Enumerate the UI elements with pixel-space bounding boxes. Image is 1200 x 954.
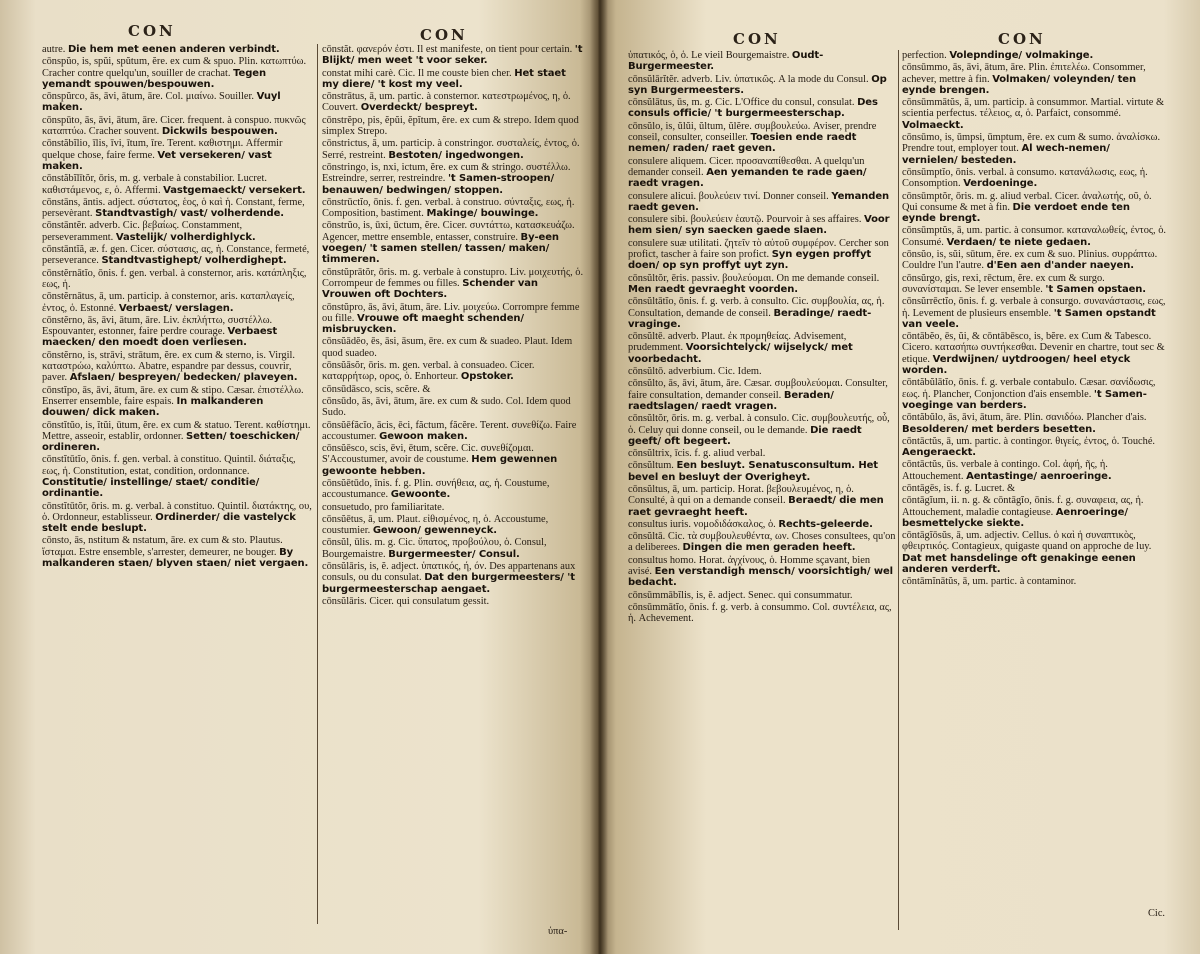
- dictionary-entry: [42, 115, 312, 138]
- dictionary-entry: [42, 535, 312, 569]
- dictionary-entry: [628, 378, 896, 412]
- dictionary-entry: [322, 115, 584, 138]
- dictionary-entry: [902, 377, 1166, 411]
- dictionary-entry: [902, 459, 1166, 482]
- dutch-translation: Overdeckt/ bespreyt.: [360, 102, 478, 114]
- entry-text: cōnsŭltē. adverb. Plaut. ἐκ προμηθείας. Advisement, prudemment.: [628, 331, 847, 354]
- gutter-shadow: [590, 0, 608, 954]
- entry-text: cōnsūmptĭo, ōnis. verbal. à consumo. κατανάλωσις, εως, ἡ. Consomption.: [902, 166, 1148, 190]
- entry-text: cōnstrĕpo, pis, ĕpŭi, ĕpĭtum, ĕre. ex cum & strepo. Idem quod simplex Strepo.: [322, 114, 579, 138]
- dutch-translation: Des consuls officie/ 't burgermeesterschap.: [628, 97, 878, 120]
- entry-text: cōnstrictus, ā, um. particip. à constringor. συσταλείς, ἐντος, ὁ. Serré, restreint.: [322, 138, 580, 161]
- dutch-translation: Setten/ toeschicken/ ordineren.: [42, 430, 300, 454]
- entry-text: cōnsŭāsŏr, ōris. m. gen. verbal. à consuadeo. Cicer. καταρρήτωρ, ορος, ὁ. Enhorteur.: [322, 360, 535, 383]
- dictionary-entry: [322, 91, 584, 114]
- dictionary-entry: [42, 197, 312, 220]
- dictionary-entry: [902, 331, 1166, 376]
- dictionary-entry: [902, 576, 1166, 587]
- entry-text: cōnstĕrno, is, strāvi, strātum, ĕre. ex cum & sterno, is. Virgil. καταστρώω, καλύπτω. Abatre, espandre par dessus, couvrir, paver.: [42, 349, 295, 384]
- entry-text: cōnspŭo, is, spŭi, spŭtum, ĕre. ex cum & spuo. Plin. κατωπτύω. Cracher contre quelqu'un, souiller de crachat.: [42, 56, 307, 79]
- dictionary-entry: [42, 420, 312, 454]
- dutch-translation: Al wech-nemen/ vernielen/ besteden.: [902, 143, 1110, 166]
- dutch-translation: 't Samen-stroopen/ benauwen/ bedwingen/ stoppen.: [322, 173, 555, 196]
- entry-text: cōnstĭpo, ās, āvi, ātum, āre. ex cum & stipo. Cæsar. ἐπιστέλλω. Enserrer ensemble, faire espais.: [42, 384, 304, 407]
- entry-text: cōnsŭltō. adverbium. Cic. Idem.: [628, 366, 762, 378]
- dictionary-entry: [902, 225, 1166, 248]
- left-column-header-2: CON: [420, 26, 468, 44]
- dutch-translation: Men raedt gevraeght voorden.: [628, 283, 798, 295]
- dutch-translation: Burgermeester/ Consul.: [388, 548, 520, 560]
- dictionary-entry: [42, 291, 312, 314]
- dictionary-entry: [42, 138, 312, 172]
- dutch-translation: Een verstandigh mensch/ voorsichtigh/ wel bedacht.: [628, 566, 893, 589]
- dictionary-entry: [628, 214, 896, 237]
- dictionary-entry: [902, 50, 1166, 61]
- dictionary-entry: [322, 220, 584, 265]
- entry-text: cōntăbŭlo, ās, āvi, ātum, āre. Plin. σανιδόω. Plancher d'ais.: [902, 412, 1147, 424]
- dutch-translation: Voorsichtelyck/ wijselyck/ met voorbedacht.: [628, 342, 853, 365]
- dutch-translation: Dat met hansdelinge oft genakinge eenen anderen verderft.: [902, 552, 1136, 576]
- dutch-translation: Vuyl maken.: [42, 91, 281, 114]
- entry-text: cōnsŭādĕo, ēs, āsi, āsum, ēre. ex cum & suadeo. Plaut. Idem quod suadeo.: [322, 336, 573, 359]
- dutch-translation: Die raedt geeft/ oft begeert.: [628, 424, 862, 447]
- dictionary-entry: [902, 62, 1166, 96]
- dictionary-entry: [902, 97, 1166, 131]
- dictionary-entry: [628, 50, 896, 73]
- dictionary-entry: [628, 74, 896, 97]
- dictionary-entry: [322, 138, 584, 161]
- dictionary-entry: [628, 555, 896, 589]
- dictionary-entry: [902, 249, 1166, 272]
- dutch-translation: Rechts-geleerde.: [778, 518, 873, 530]
- entry-text: cōnsūdāsco, scis, scĕre. &: [322, 383, 431, 395]
- entry-text: autre.: [42, 44, 66, 55]
- entry-text: cōnstĕrnātĭo, ōnis. f. gen. verbal. à consternor, aris. κατάπληξις, εως, ἡ.: [42, 267, 307, 290]
- dictionary-entry: [628, 366, 896, 377]
- entry-text: cōnsūmmātĭo, ōnis. f. g. verb. à consummo. Col. συντέλεια, ας, ἡ. Achevement.: [628, 601, 892, 625]
- dictionary-entry: [628, 156, 896, 190]
- dictionary-entry: [628, 97, 896, 120]
- catchword: Cic.: [1148, 908, 1166, 919]
- entry-text: cōnsŭētus, ā, um. Plaut. εἰθισμένος, η, ὁ. Accoustume, coustumier.: [322, 513, 549, 537]
- dictionary-entry: [322, 384, 584, 395]
- entry-text: cōnsūmmābĭlis, is, ĕ. adject. Senec. qui consummatur.: [628, 589, 853, 601]
- dictionary-entry: [322, 514, 584, 537]
- entry-text: cōnsūmptŏr, ōris. m. g. aliud verbal. Cicer. ἀναλωτής, οῦ, ὁ. Qui consume & met à fin.: [902, 190, 1152, 213]
- dictionary-entry: [42, 91, 312, 114]
- entry-text: constat mihi carè. Cic. Il me couste bien cher.: [322, 67, 512, 79]
- entry-text: cōnstĕrno, ās, āvi, ātum, āre. Liv. ἐκπλήττω, συστέλλω. Espouvanter, estonner, faire perdre courage.: [42, 314, 273, 338]
- entry-text: cōnstŭprātŏr, ōris. m. g. verbale à constupro. Liv. μοιχευτής, ὁ. Corrompeur de femmes ou filles.: [322, 266, 584, 289]
- entry-text: cōnstăbĭlio, īlis, īvi, ītum, īre. Terent. καθιστημι. Affermir quelque chose, faire ferme.: [42, 138, 283, 161]
- entry-text: cōnsūdo, ās, āvi, ātum, āre. ex cum & sudo. Col. Idem quod Sudo.: [322, 395, 571, 419]
- dutch-translation: Volmaken/ voleynden/ ten eynde brengen.: [902, 73, 1136, 96]
- entry-text: cōnsŭlārĭtĕr. adverb. Liv. ὑπατικῶς. A la mode du Consul.: [628, 73, 869, 85]
- dutch-translation: Standtvastigh/ vast/ volherdende.: [95, 208, 285, 220]
- dictionary-entry: [628, 331, 896, 365]
- dictionary-entry: [902, 436, 1166, 459]
- dictionary-entry: [322, 162, 584, 196]
- entry-text: ὑπατικός, ὁ, ὁ. Le vieil Bourgemaistre.: [628, 50, 790, 61]
- entry-text: cōnsŭlāris, is, ĕ. adject. ὑπατικός, ή, όν. Des appartenans aux consuls, ou du consulat.: [322, 561, 576, 584]
- dictionary-entry: [322, 478, 584, 501]
- dutch-translation: Toesien ende raedt nemen/ raden/ raet geven.: [628, 132, 857, 155]
- entry-text: cōnsŭētūdo, īnis. f. g. Plin. συνήθεια, ας, ἡ. Coustume, accoustumance.: [322, 477, 550, 501]
- dutch-translation: 't Samen opstaen.: [1045, 283, 1146, 295]
- entry-text: cōnstringo, is, nxi, ictum, ĕre. ex cum & stringo. συστέλλω. Estreindre, serrer, restreindre.: [322, 161, 571, 185]
- dutch-translation: Vastelijk/ volherdighlyck.: [115, 231, 256, 243]
- right-column-1: [628, 50, 896, 626]
- entry-text: cōnsŭlo, is, ŭlŭi, ŭltum, ŭlĕre. συμβουλεύω. Aviser, prendre conseil, consulter, conseiller.: [628, 120, 877, 144]
- entry-text: cōnsŭlto, ās, āvi, ātum, āre. Cæsar. συμβουλεύομαι. Consulter, faire consultation, demander conseil.: [628, 378, 888, 401]
- dictionary-entry: [322, 302, 584, 336]
- dictionary-entry: [902, 273, 1166, 296]
- dictionary-entry: [628, 590, 896, 601]
- entry-text: cōntāgĭum, ii. n. g. & cōntāgĭo, ōnis. f. g. συναφεια, ας, ἡ. Attouchement, maladie contagieuse.: [902, 495, 1144, 518]
- dutch-translation: Gewoonte.: [390, 489, 451, 501]
- right-column-header: CON: [733, 30, 781, 48]
- entry-text: consulere alicui. βουλεύειν τινί. Donner conseil.: [628, 190, 829, 202]
- dutch-translation: Op syn Burgermeesters.: [628, 73, 887, 96]
- right-column-header-2: CON: [998, 30, 1046, 48]
- dutch-translation: Tegen yemandt spouwen/bespouwen.: [42, 67, 266, 90]
- dutch-translation: Beraedt/ die men raet gevraeght heeft.: [628, 495, 884, 518]
- dictionary-entry: [322, 360, 584, 383]
- entry-text: cōntāmĭnātŭs, ā, um. partic. à contaminor.: [902, 576, 1077, 588]
- entry-text: consuetudo, pro familiaritate.: [322, 501, 445, 513]
- entry-text: cōnsŭl, ūlis. m. g. Cic. ὕπατος, προβούλου, ὁ. Consul, Bourgemaistre.: [322, 537, 547, 560]
- entry-text: cōntāgēs, is. f. g. Lucret. &: [902, 482, 1016, 494]
- dutch-translation: Ordinerder/ die vastelyck stelt ende beslupt.: [42, 511, 296, 535]
- dutch-translation: Vet versekeren/ vast maken.: [42, 149, 272, 172]
- dutch-translation: Verdwijnen/ uytdroogen/ heel etyck worden.: [902, 353, 1131, 377]
- entry-text: cōnsŭltrix, īcis. f. g. aliud verbal.: [628, 448, 766, 460]
- dutch-translation: Yemanden raedt geven.: [628, 190, 890, 213]
- dictionary-entry: [902, 296, 1166, 330]
- entry-text: cōnstrŭo, is, ūxi, ūctum, ĕre. Cicer. συντάττω, κατασκευάζω. Agencer, mettre ensemble, entasser, construire.: [322, 220, 575, 243]
- left-column-1: [42, 44, 312, 570]
- left-column-header: CON: [128, 22, 176, 40]
- entry-text: cōnsŭlātus, ūs, m. g. Cic. L'Office du consul, consulat.: [628, 97, 855, 109]
- entry-text: consulere sibi. βουλεύειν ἑαυτῷ. Pourvoir à ses affaires.: [628, 214, 862, 226]
- entry-text: cōnsŭltum.: [628, 460, 674, 472]
- dutch-translation: Dat den burgermeesters/ 't burgermeesterschap aengaet.: [322, 572, 575, 595]
- dutch-translation: Aengeraeckt.: [902, 447, 977, 459]
- entry-text: cōnsŭrgo, gis, rexi, rēctum, ĕre. ex cum & surgo. συνανίσταμαι. Se lever ensemble.: [902, 272, 1105, 295]
- entry-text: cōnsŭēsco, scis, ēvi, ētum, scĕre. Cic. συνεθίζομαι. S'Accoustumer, avoir de coustume.: [322, 443, 534, 466]
- dictionary-entry: [628, 448, 896, 459]
- dutch-translation: Dingen die men geraden heeft.: [682, 542, 856, 554]
- entry-text: cōnsūmmātŭs, ā, um. particip. à consummor. Martial. virtute & scientia perfectus. τέλειος, α, ὁ. Parfaict, consommé.: [902, 97, 1165, 120]
- entry-text: cōnstĭtūtŏr, ōris. m. g. verbal. à constituo. Quintil. διατάκτης, ου, ὁ. Ordonneur, establisseur.: [42, 500, 312, 523]
- dutch-translation: Aen yemanden te rade gaen/ raedt vragen.: [628, 166, 867, 190]
- dictionary-entry: [322, 68, 584, 91]
- entry-text: cōnstŭpro, ās, āvi, ātum, āre. Liv. μοιχεύω. Corrompre femme ou fille.: [322, 301, 580, 324]
- dictionary-entry: [902, 412, 1166, 435]
- dictionary-entry: [628, 238, 896, 272]
- dictionary-entry: [628, 191, 896, 214]
- entry-text: cōnstrūctĭo, ōnis. f. gen. verbal. à construo. σύνταξις, εως, ἡ. Composition, bastiment.: [322, 196, 575, 220]
- right-column-2: [902, 50, 1166, 589]
- dutch-translation: Beraden/ raedtslagen/ raedt vragen.: [628, 389, 834, 412]
- dutch-translation: Oudt-Burgermeester.: [628, 50, 824, 73]
- dutch-translation: 't Blijkt/ men weet 't voor seker.: [322, 44, 583, 67]
- dutch-translation: Opstoker.: [460, 371, 514, 383]
- dictionary-entry: [322, 502, 584, 513]
- dutch-translation: Besolderen/ met berders besetten.: [902, 423, 1096, 435]
- dictionary-entry: [42, 385, 312, 419]
- dictionary-entry: [628, 413, 896, 447]
- entry-text: cōnsŭo, is, sŭi, sūtum, ĕre. ex cum & suo. Plinius. συρράπτω. Couldre l'un l'autre.: [902, 249, 1158, 272]
- entry-text: cōntāctŭs, ā, um. partic. à contingor. θιγείς, ἐντος, ὁ. Touché.: [902, 435, 1156, 447]
- dutch-translation: Aentastinge/ aenroeringe.: [966, 470, 1112, 482]
- entry-text: cōnstĭtūtĭo, ōnis. f. gen. verbal. à constituo. Quintil. διάταξις, εως, ἡ. Constitution, estat, condition, ordonnance.: [42, 454, 296, 477]
- dictionary-entry: [628, 460, 896, 483]
- dutch-translation: Verbaest/ verslagen.: [118, 302, 234, 314]
- dictionary-entry: [902, 530, 1166, 575]
- dictionary-entry: [42, 315, 312, 349]
- dictionary-entry: [902, 483, 1166, 494]
- dutch-translation: Het staet my diere/ 't kost my veel.: [322, 67, 566, 90]
- dutch-translation: Schender van Vrouwen oft Dochters.: [322, 277, 538, 301]
- dutch-translation: Afslaen/ bespreyen/ bedecken/ plaveyen.: [69, 372, 298, 384]
- dictionary-entry: [322, 596, 584, 607]
- catchword: ὑπα-: [548, 926, 568, 937]
- dutch-translation: 't Samen opstandt van veele.: [902, 307, 1156, 330]
- dictionary-entry: [322, 420, 584, 443]
- dictionary-entry: [322, 336, 584, 359]
- dutch-translation: Gewoon/ gewenneyck.: [372, 525, 498, 537]
- dictionary-entry: [42, 244, 312, 267]
- entry-text: cōntāgĭōsŭs, ā, um. adjectiv. Cellus. ὁ καὶ ἡ συναπτικὸς, φθειρτικός. Contagieux, quigaste quand on approche de luy.: [902, 530, 1152, 553]
- dictionary-entry: [628, 296, 896, 330]
- dutch-translation: By malkanderen staen/ blyven staen/ niet vergaen.: [42, 546, 309, 570]
- entry-text: cōnsŭēfăcĭo, ācis, ēci, făctum, făcĕre. Terent. συνεθίζω. Faire accoustumer.: [322, 419, 577, 442]
- entry-text: perfection.: [902, 50, 947, 61]
- dutch-translation: Syn eygen proffyt doen/ op syn proffyt uyt zyn.: [628, 249, 872, 272]
- dictionary-entry: [628, 531, 896, 554]
- dictionary-entry: [322, 197, 584, 220]
- entry-text: cōnstăbĭlītŏr, ōris, m. g. verbale à constabilior. Lucret. καθιστάμενος, ε, ὁ. Affermi.: [42, 173, 267, 196]
- dictionary-entry: [902, 495, 1166, 529]
- dictionary-entry: [902, 132, 1166, 166]
- entry-text: cōnsūmptŭs, ā, um. partic. à consumor. καταναλωθείς, ἐντος, ὁ. Consumé.: [902, 225, 1166, 248]
- dutch-translation: Aenroeringe/ besmettelycke siekte.: [902, 506, 1128, 529]
- entry-text: cōnspūto, ās, āvi, ātum, āre. Cicer. frequent. à conspuo. πυκνῶς καταπτύω. Cracher souvent.: [42, 114, 306, 138]
- entry-text: cōnsŭltātĭo, ōnis. f. g. verb. à consulto. Cic. συμβουλία, ας, ἡ. Consultation, demande de conseil.: [628, 296, 885, 319]
- dictionary-entry: [42, 268, 312, 291]
- dutch-translation: Vrouwe oft maeght schenden/ misbruycken.: [322, 312, 524, 336]
- dictionary-entry: [42, 501, 312, 535]
- dutch-translation: Beradinge/ raedt-vraginge.: [628, 307, 872, 330]
- dictionary-entry: [322, 267, 584, 301]
- entry-text: cōnstĕrnātus, ā, um. particip. à consternor, aris. καταπλαγείς, ἐντος, ὁ. Estonné.: [42, 291, 295, 314]
- dutch-translation: By-een voegen/ 't samen stellen/ tassen/ maken/ timmeren.: [322, 231, 559, 266]
- dutch-translation: 't Samen-voeginge van berders.: [902, 388, 1147, 411]
- left-column-2: [322, 44, 584, 608]
- dutch-translation: Volmaeckt.: [902, 119, 964, 131]
- entry-text: cōnstĭtŭo, is, ĭtŭi, ūtum, ĕre. ex cum & statuo. Terent. καθίστημι. Mettre, asseoir, establir, ordonner.: [42, 419, 311, 442]
- entry-text: consulere aliquem. Cicer. προσαναπίθεσθαι. A quelqu'un demander conseil.: [628, 155, 865, 178]
- dictionary-entry: [902, 191, 1166, 225]
- right-page: [598, 0, 1200, 954]
- entry-text: cōnsŭlāris. Cicer. qui consulatum gessit.: [322, 595, 490, 607]
- dutch-translation: Gewoon maken.: [379, 430, 468, 442]
- entry-text: cōnspŭrco, ās, āvi, ātum, āre. Col. μιαίνω. Souiller.: [42, 91, 254, 103]
- entry-text: cōnstāns, āntis. adject. σύστατος, ἑος, ὁ καὶ ἡ. Constant, ferme, persevèrant.: [42, 196, 305, 220]
- entry-text: consulere suæ utilitati. ζητεῖν τὸ αὐτοῦ συμφέρον. Cercher son profict, tascher à faire son profict.: [628, 237, 889, 261]
- entry-text: cōnstrātus, ā, um. partic. à consternor. κατεστρωμένος, η, ὁ. Couvert.: [322, 91, 571, 114]
- dutch-translation: Constitutie/ instellinge/ staet/ conditie/ ordinantie.: [42, 476, 260, 500]
- dutch-translation: Hem gewennen gewoonte hebben.: [322, 454, 558, 477]
- left-page: [0, 0, 598, 954]
- entry-text: cōnsŭrrēctĭo, ōnis. f. g. verbale à consurgo. συνανάστασις, εως, ἡ. Levement de plusieurs ensemble.: [902, 296, 1166, 319]
- dutch-translation: Verbaest maecken/ den moedt doen verliesen.: [42, 326, 278, 349]
- dutch-translation: Verdoeninge.: [963, 178, 1038, 190]
- dutch-translation: Die verdoet ende ten eynde brengt.: [902, 201, 1130, 225]
- dictionary-entry: [42, 220, 312, 243]
- dutch-translation: Vastgemaeckt/ versekert.: [163, 184, 306, 196]
- dutch-translation: Makinge/ bouwinge.: [426, 208, 539, 220]
- dutch-translation: Voor hem sien/ syn saecken gaede slaen.: [628, 214, 890, 237]
- dictionary-entry: [322, 537, 584, 560]
- dutch-translation: Verdaen/ te niete gedaen.: [946, 236, 1091, 248]
- dictionary-entry: [628, 602, 896, 625]
- entry-text: cōnstāntĭă, æ. f. gen. Cicer. σύστασις, ας, ἡ. Constance, fermeté, perseverance.: [42, 244, 310, 267]
- dictionary-entry: [42, 56, 312, 90]
- entry-text: cōnsŭltus, ā, um. particip. Horat. βεβουλευμένος, η, ὁ. Consulté, à qui on a demande conseil.: [628, 483, 854, 507]
- dictionary-entry: [628, 273, 896, 296]
- dictionary-entry: [628, 484, 896, 518]
- dutch-translation: Volepndinge/ volmakinge.: [949, 50, 1094, 61]
- dictionary-entry: [42, 454, 312, 499]
- entry-text: consultus iuris. νομοδιδάσκαλος, ὁ.: [628, 518, 776, 530]
- entry-text: cōnstāntĕr. adverb. Cic. βεβαίως. Constamment, perseveramment.: [42, 220, 243, 243]
- dutch-translation: Die hem met eenen anderen verbindt.: [67, 44, 280, 55]
- dictionary-entry: [42, 173, 312, 196]
- entry-text: cōnsto, ās, nstitum & nstatum, āre. ex cum & sto. Plautus. ἵσταμαι. Estre ensemble, s'arrester, demeurer, ne bouger.: [42, 535, 283, 558]
- dutch-translation: In malkanderen douwen/ dick maken.: [42, 395, 264, 419]
- entry-text: cōntăbŭlātĭo, ōnis. f. g. verbale contabulo. Cæsar. σανίδωσις, εως. ἡ. Plancher, Conjonction d'ais ensemble.: [902, 377, 1156, 400]
- dictionary-entry: [322, 44, 584, 67]
- dictionary-entry: [322, 443, 584, 477]
- dictionary-entry: [42, 44, 312, 55]
- dictionary-entry: [322, 396, 584, 419]
- entry-text: consultus homo. Horat. ἀγχίνους, ὁ. Homme sçavant, bien avisé.: [628, 554, 871, 578]
- dictionary-entry: [42, 350, 312, 384]
- entry-text: cōnstăt. φανερόν ἐστι. Il est manifeste, on tient pour certain.: [322, 44, 573, 55]
- dutch-translation: Bestoten/ ingedwongen.: [388, 149, 524, 161]
- dictionary-entry: [322, 561, 584, 595]
- dictionary-entry: [628, 121, 896, 155]
- entry-text: cōnsŭltŏr, ēris. passiv. βουλεύομαι. On me demande conseil.: [628, 272, 880, 284]
- column-rule: [898, 50, 899, 930]
- entry-text: cōnsŭltā. Cic. τὰ συμβουλευθέντα, ων. Choses consultees, qu'on a deliberees.: [628, 531, 896, 554]
- dictionary-entry: [902, 167, 1166, 190]
- entry-text: cōnsūmo, is, ūmpsi, ūmptum, ĕre. ex cum & sumo. ἀναλίσκω. Prendre tout, employer tout.: [902, 132, 1161, 155]
- dictionary-entry: [628, 519, 896, 530]
- entry-text: cōnsŭltŏr, ōris. m. g. verbal. à consulo. Cic. συμβουλευτής, οὗ, ὁ. Celuy qui donne conseil, ou le demande.: [628, 413, 890, 436]
- entry-text: cōntābĕo, ēs, ŭi, & cōntābēsco, is, bĕre. ex Cum & Tabesco. Cicero. κατασήπω συντήκεσθαι. Devenir en chartre, tout sec & etique.: [902, 331, 1165, 365]
- entry-text: cōntāctŭs, ūs. verbale à contingo. Col. ἀφή, ῆς, ἡ. Attouchement.: [902, 459, 1108, 482]
- entry-text: cōnsūmmo, ās, āvi, ātum, āre. Plin. ἐπιτελέω. Consommer, achever, mettre à fin.: [902, 62, 1146, 85]
- dutch-translation: Standtvastighept/ volherdighept.: [101, 255, 287, 267]
- column-rule: [317, 44, 318, 924]
- dutch-translation: d'Een aen d'ander naeyen.: [986, 260, 1134, 272]
- dutch-translation: Dickwils bespouwen.: [161, 126, 278, 138]
- dutch-translation: Een besluyt. Senatusconsultum. Het bevel en besluyt der Overigheyt.: [628, 460, 878, 483]
